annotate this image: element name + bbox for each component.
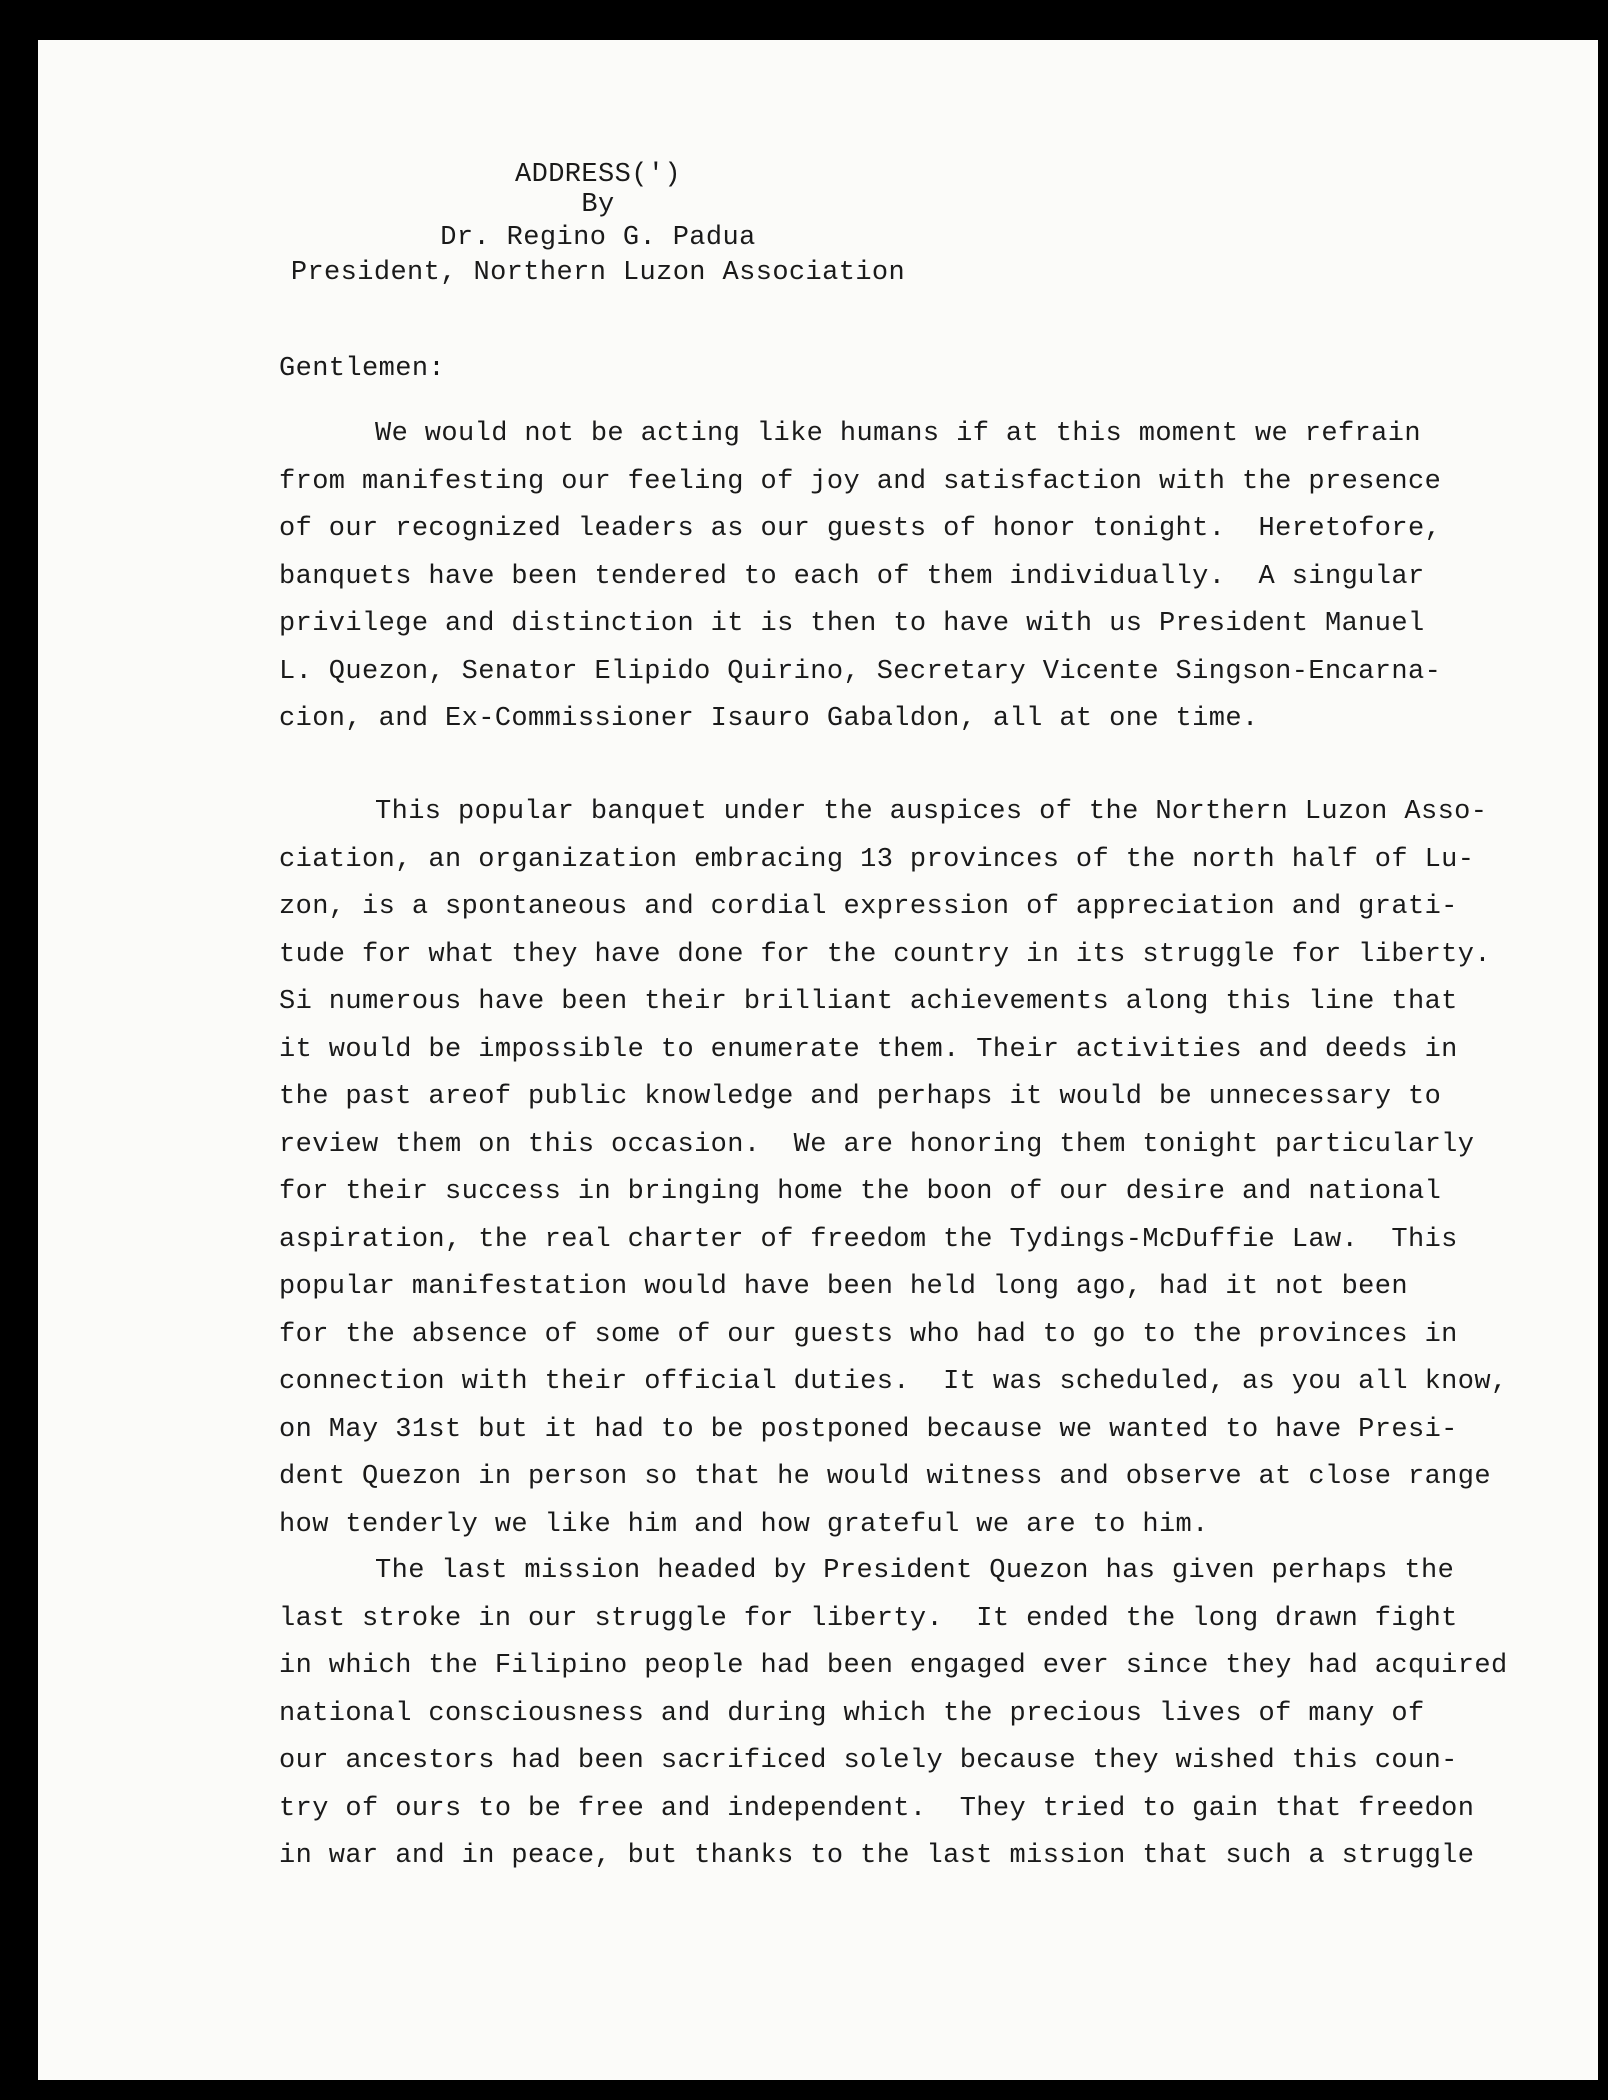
paragraph-line: on May 31st but it had to be postponed because we wanted to have Presi-: [279, 1414, 1458, 1445]
paragraph-line: The last mission headed by President Quezon has given perhaps the: [375, 1556, 1455, 1586]
paragraph-line: for their success in bringing home the boon of our desire and national: [279, 1177, 1442, 1207]
paragraph-line: last stroke in our struggle for liberty. It ended the long drawn fight: [279, 1603, 1458, 1634]
paragraph-line: We would not be acting like humans if at this moment we refrain: [375, 419, 1421, 449]
paragraph-line: for the absence of some of our guests who had to go to the provinces in: [279, 1319, 1458, 1350]
paragraph-3: [279, 1548, 1539, 1881]
paragraph-line: Si numerous have been their brilliant achievements along this line that: [279, 987, 1458, 1017]
paragraph-line: banquets have been tendered to each of them individually. A singular: [279, 561, 1425, 592]
paragraph-line: zon, is a spontaneous and cordial expression of appreciation and grati-: [279, 892, 1458, 922]
paragraph-line: how tenderly we like him and how grateful we are to him.: [279, 1509, 1209, 1540]
paragraph-line: cion, and Ex-Commissioner Isauro Gabaldon, all at one time.: [279, 704, 1259, 734]
paragraph-line: the past areof public knowledge and perhaps it would be unnecessary to: [279, 1082, 1442, 1112]
paragraph-line: dent Quezon in person so that he would witness and observe at close range: [279, 1462, 1491, 1492]
paragraph-line: national consciousness and during which the precious lives of many of: [279, 1698, 1425, 1729]
paragraph-2: [279, 789, 1539, 1549]
document-page: [38, 40, 1598, 2080]
paragraph-line: privilege and distinction it is then to have with us President Manuel: [279, 609, 1425, 639]
paragraph-line: ciation, an organization embracing 13 provinces of the north half of Lu-: [279, 844, 1475, 875]
salutation: Gentlemen:: [279, 354, 446, 384]
paragraph-line: try of ours to be free and independent. They tried to gain that freedon: [279, 1793, 1475, 1824]
paragraph-line: aspiration, the real charter of freedom the Tydings-McDuffie Law. This: [279, 1224, 1458, 1255]
paragraph-line: This popular banquet under the auspices of the Northern Luzon Asso-: [375, 797, 1488, 827]
by-line: By: [581, 190, 615, 220]
paragraph-line: popular manifestation would have been held long ago, had it not been: [279, 1272, 1408, 1302]
address-title: ADDRESS('): [514, 160, 682, 190]
author-name: Dr. Regino G. Padua: [440, 223, 756, 253]
paragraph-line: it would be impossible to enumerate them. Their activities and deeds in: [279, 1034, 1458, 1065]
paragraph-line: tude for what they have done for the country in its struggle for liberty.: [279, 939, 1491, 970]
author-position: President, Northern Luzon Association: [290, 258, 906, 288]
paragraph-1: [279, 411, 1539, 744]
paragraph-line: connection with their official duties. It was scheduled, as you all know,: [279, 1367, 1508, 1397]
paragraph-line: review them on this occasion. We are honoring them tonight particularly: [279, 1129, 1475, 1160]
paragraph-line: of our recognized leaders as our guests of honor tonight. Heretofore,: [279, 514, 1442, 544]
paragraph-line: in which the Filipino people had been engaged ever since they had acquired: [279, 1651, 1508, 1681]
paragraph-line: our ancestors had been sacrificed solely because they wished this coun-: [279, 1746, 1458, 1776]
paragraph-line: from manifesting our feeling of joy and satisfaction with the presence: [279, 466, 1442, 497]
paragraph-line: L. Quezon, Senator Elipido Quirino, Secretary Vicente Singson-Encarna-: [279, 656, 1442, 687]
paragraph-line: in war and in peace, but thanks to the last mission that such a struggle: [279, 1841, 1475, 1871]
